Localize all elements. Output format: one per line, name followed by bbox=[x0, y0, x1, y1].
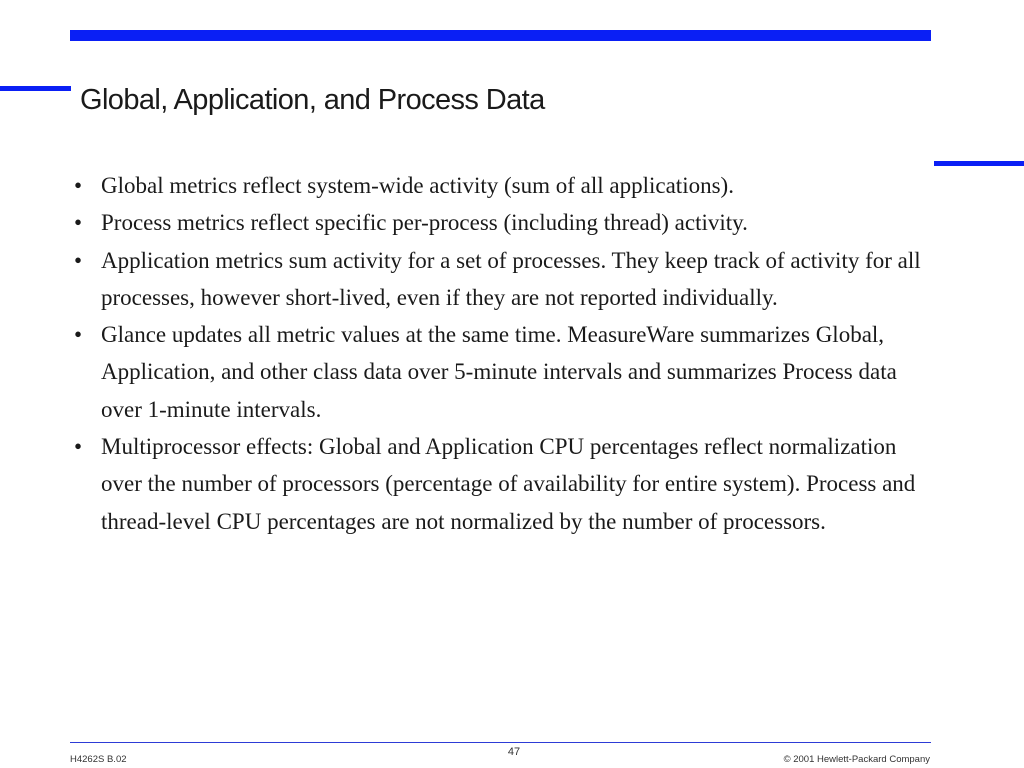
slide-title: Global, Application, and Process Data bbox=[80, 84, 545, 116]
bullet-marker: • bbox=[74, 173, 83, 198]
right-accent-bar bbox=[934, 161, 1024, 166]
bullet-text: Glance updates all metric values at the same time. MeasureWare summarizes Global, Application, and other class data over 5-minute intervals and summarizes Process data over 1-minute intervals. bbox=[101, 322, 897, 422]
bullet-item bbox=[70, 167, 930, 204]
bullet-marker: • bbox=[74, 210, 83, 236]
left-accent-bar bbox=[0, 86, 71, 91]
bullet-text: Multiprocessor effects: Global and Application CPU percentages reflect normalization over the number of processors (percentage of availability for entire system). Process and thread-level CPU percentages are not normalized by the number of processors. bbox=[101, 434, 916, 534]
bullet-item bbox=[70, 242, 930, 317]
bullet-text: Process metrics reflect specific per-process (including thread) activity. bbox=[101, 210, 748, 236]
bullet-marker: • bbox=[74, 434, 83, 460]
copyright-notice: © 2001 Hewlett-Packard Company bbox=[783, 754, 930, 765]
page-number: 47 bbox=[507, 746, 521, 758]
bullet-text: Application metrics sum activity for a set of processes. They keep track of activity for all processes, however short-lived, even if they are not reported individually. bbox=[101, 247, 921, 310]
course-code: H4262S B.02 bbox=[70, 754, 127, 765]
footer-divider bbox=[70, 742, 931, 743]
bullet-marker: • bbox=[74, 247, 83, 273]
bullet-list bbox=[70, 167, 930, 540]
bullet-item bbox=[70, 316, 930, 428]
bullet-text: Global metrics reflect system-wide activity (sum of all applications). bbox=[101, 173, 734, 198]
bullet-item bbox=[70, 428, 930, 540]
top-accent-bar bbox=[70, 30, 931, 41]
bullet-marker: • bbox=[74, 322, 83, 348]
bullet-item bbox=[70, 204, 930, 241]
